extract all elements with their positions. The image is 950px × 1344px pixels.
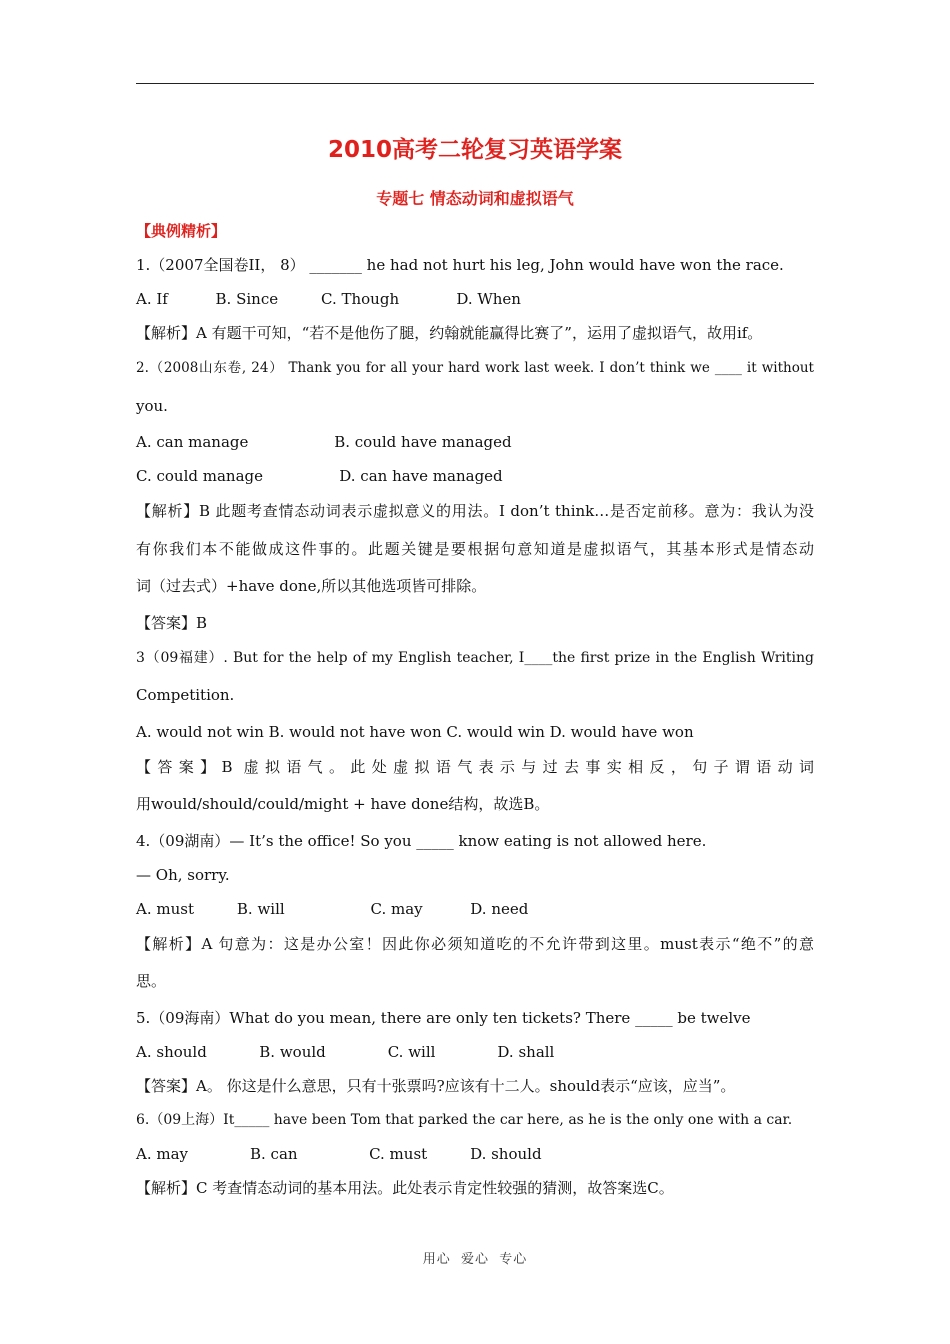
question-5: 5.（09海南）What do you mean, there are only ten tickets? There _____ be twelve: [136, 1008, 751, 1027]
question-2-analysis-2: 有你我们本不能做成这件事的。此题关键是要根据句意知道是虚拟语气，其基本形式是情态动: [136, 539, 814, 558]
question-4-analysis-1: 【解析】A 句意为：这是办公室！因此你必须知道吃的不允许带到这里。must表示“绝不”的意: [136, 934, 814, 953]
question-1: 1.（2007全国卷II， 8） _______ he had not hurt his leg, John would have won the race.: [136, 256, 784, 274]
question-3-options: A. would not win B. would not have won C. would win D. would have won: [136, 722, 694, 741]
question-3-answer-1: 【答案】B 虚拟语气。此处虚拟语气表示与过去事实相反，句子谓语动词: [136, 757, 814, 776]
page-subtitle: 专题七 情态动词和虚拟语气: [376, 189, 574, 208]
question-6-analysis: 【解析】C 考查情态动词的基本用法。此处表示肯定性较强的猜测，故答案选C。: [136, 1178, 674, 1197]
question-4-options: A. must B. will C. may D. need: [136, 899, 529, 918]
question-3: 3（09福建）. But for the help of my English teacher, I____the first prize in the English Writing: [136, 649, 814, 666]
page-footer: 用心 爱心 专心: [422, 1252, 528, 1267]
section-heading: 【典例精析】: [136, 222, 227, 240]
question-2-cont: you.: [136, 396, 168, 415]
question-5-options: A. should B. would C. will D. shall: [136, 1042, 555, 1061]
question-3-cont: Competition.: [136, 686, 235, 704]
question-4: 4.（09湖南）— It’s the office! So you _____ know eating is not allowed here.: [136, 831, 707, 850]
question-2-answer: 【答案】B: [136, 613, 208, 632]
question-6: 6.（09上海）It_____ have been Tom that parked the car here, as he is the only one with a car.: [136, 1111, 793, 1128]
document-body: [136, 128, 814, 1205]
question-1-analysis: 【解析】A 有题干可知，“若不是他伤了腿，约翰就能赢得比赛了”，运用了虚拟语气，故用if。: [136, 324, 763, 342]
question-2-options-b: C. could manage D. can have managed: [136, 467, 503, 485]
question-4-analysis-2: 思。: [136, 972, 167, 990]
question-2-options-a: A. can manage B. could have managed: [136, 433, 512, 451]
question-3-answer-2: 用would/should/could/might + have done结构，故选B。: [136, 795, 550, 813]
question-1-options: A. If B. Since C. Though D. When: [136, 290, 521, 308]
question-4-reply: — Oh, sorry.: [136, 865, 230, 884]
question-6-options: A. may B. can C. must D. should: [136, 1144, 542, 1163]
question-2: 2.（2008山东卷, 24） Thank you for all your hard work last week. I don’t think we ____ it without: [136, 360, 814, 376]
question-5-answer: 【答案】A。 你这是什么意思，只有十张票吗?应该有十二人。should表示“应该，应当”。: [136, 1076, 736, 1095]
page-title: 2010高考二轮复习英语学案: [327, 137, 622, 163]
question-2-analysis-3: 词（过去式）+have done,所以其他选项皆可排除。: [136, 577, 487, 595]
header-rule: [136, 83, 814, 84]
question-2-analysis-1: 【解析】B 此题考查情态动词表示虚拟意义的用法。I don’t think…是否定前移。意为：我认为没: [136, 502, 814, 520]
